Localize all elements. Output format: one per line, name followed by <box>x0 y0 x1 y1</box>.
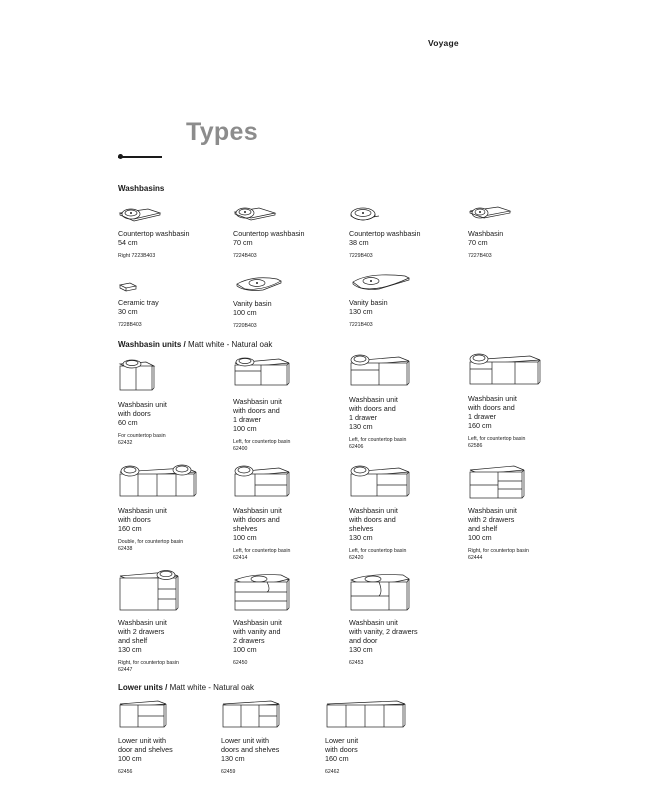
item-code: 7229B403 <box>349 253 373 259</box>
lower-unit-62456-drawing <box>118 698 170 732</box>
item-code: 7221B403 <box>349 322 373 328</box>
item-name: Countertop washbasin 38 cm <box>349 229 421 247</box>
washbasin-unit-item <box>349 462 461 561</box>
item-name: Washbasin unit with 2 drawers and shelf 100 cm <box>468 506 517 542</box>
item-note: Left, for countertop basin 62406 <box>349 437 407 450</box>
item-name: Ceramic tray 30 cm <box>118 298 159 316</box>
item-name: Vanity basin 130 cm <box>349 298 388 316</box>
item-name: Washbasin unit with doors and shelves 130 cm <box>349 506 398 542</box>
item-note: 62450 <box>233 660 248 666</box>
lower-unit-62462-drawing <box>325 698 409 732</box>
washbasin-unit-item <box>233 462 345 561</box>
section-lower-units-title: Lower units / Matt white - Natural oak <box>118 683 255 692</box>
item-note: Right, for countertop basin 62444 <box>468 548 529 561</box>
item-name: Lower unit with door and shelves 100 cm <box>118 736 173 763</box>
unit-62432-drawing <box>118 356 158 396</box>
washbasin-70-drawing <box>468 205 512 225</box>
item-name: Washbasin unit with vanity and 2 drawers 100 cm <box>233 618 282 654</box>
ceramic-tray-drawing <box>118 280 138 294</box>
item-name: Washbasin unit with doors and 1 drawer 160 cm <box>468 394 517 430</box>
item-name: Vanity basin 100 cm <box>233 299 272 317</box>
lower-unit-item <box>325 698 437 776</box>
washbasin-item <box>118 205 230 260</box>
countertop-washbasin-38-drawing <box>349 205 393 225</box>
washbasin-item <box>233 273 345 330</box>
item-name: Lower unit with doors 160 cm <box>325 736 359 763</box>
item-name: Washbasin unit with doors and shelves 100 cm <box>233 506 282 542</box>
washbasin-unit-item <box>118 566 230 673</box>
washbasin-unit-item <box>349 351 461 450</box>
item-note: 62453 <box>349 660 364 666</box>
washbasin-unit-item <box>233 570 345 667</box>
unit-62447-drawing <box>118 566 182 614</box>
item-note: Double, for countertop basin 62438 <box>118 539 184 552</box>
unit-62400-drawing <box>233 353 293 393</box>
item-note: Left, for countertop basin 62400 <box>233 439 291 452</box>
lower-unit-item <box>118 698 230 776</box>
item-name: Washbasin unit with doors 160 cm <box>118 506 167 533</box>
item-name: Countertop washbasin 70 cm <box>233 229 305 247</box>
section-washbasins-title: Washbasins <box>118 184 165 193</box>
unit-62453-drawing <box>349 570 413 614</box>
washbasin-item <box>233 205 345 260</box>
section-washbasin-units-title: Washbasin units / Matt white - Natural oak <box>118 340 273 349</box>
washbasin-item <box>349 205 461 260</box>
unit-62586-drawing <box>468 350 544 390</box>
item-name: Washbasin unit with doors and 1 drawer 130 cm <box>349 395 398 431</box>
item-name: Lower unit with doors and shelves 130 cm <box>221 736 280 763</box>
unit-62414-drawing <box>233 462 293 502</box>
item-code: 62462 <box>325 769 340 775</box>
vanity-basin-130-drawing <box>349 270 413 294</box>
item-code: 7228B403 <box>118 322 142 328</box>
item-code: 7227B403 <box>468 253 492 259</box>
item-code: 7220B403 <box>233 323 257 329</box>
unit-62444-drawing <box>468 462 528 502</box>
washbasin-item <box>349 270 461 329</box>
item-note: For countertop basin 62432 <box>118 433 166 446</box>
item-note: Left, for countertop basin 62414 <box>233 548 291 561</box>
countertop-washbasin-54-drawing <box>118 205 162 225</box>
item-code: 62459 <box>221 769 236 775</box>
lower-unit-62459-drawing <box>221 698 283 732</box>
washbasin-item <box>118 280 230 329</box>
vanity-basin-100-drawing <box>233 273 285 295</box>
item-code: Right 7223B403 <box>118 253 156 259</box>
title-rule <box>118 156 162 158</box>
washbasin-unit-item <box>233 353 345 452</box>
washbasin-unit-item <box>349 570 461 667</box>
washbasin-unit-item <box>118 462 230 552</box>
washbasin-item <box>468 205 580 260</box>
item-note: Right, for countertop basin 62447 <box>118 660 179 673</box>
brand-label: Voyage <box>428 38 459 48</box>
unit-62450-drawing <box>233 570 293 614</box>
item-note: Left, for countertop basin 62586 <box>468 436 526 449</box>
item-code: 62456 <box>118 769 133 775</box>
item-note: Left, for countertop basin 62420 <box>349 548 407 561</box>
unit-62438-drawing <box>118 462 200 502</box>
item-name: Washbasin unit with vanity, 2 drawers and door 130 cm <box>349 618 418 654</box>
item-name: Washbasin 70 cm <box>468 229 504 247</box>
item-name: Washbasin unit with doors and 1 drawer 100 cm <box>233 397 282 433</box>
item-name: Washbasin unit with 2 drawers and shelf 130 cm <box>118 618 167 654</box>
unit-62406-drawing <box>349 351 413 391</box>
lower-unit-item <box>221 698 333 776</box>
washbasin-unit-item <box>468 350 580 449</box>
item-name: Countertop washbasin 54 cm <box>118 229 190 247</box>
washbasin-unit-item <box>468 462 580 561</box>
washbasin-unit-item <box>118 356 230 446</box>
item-name: Washbasin unit with doors 60 cm <box>118 400 167 427</box>
item-code: 7224B403 <box>233 253 257 259</box>
unit-62420-drawing <box>349 462 413 502</box>
countertop-washbasin-70-drawing <box>233 205 277 225</box>
page-title: Types <box>186 118 258 146</box>
